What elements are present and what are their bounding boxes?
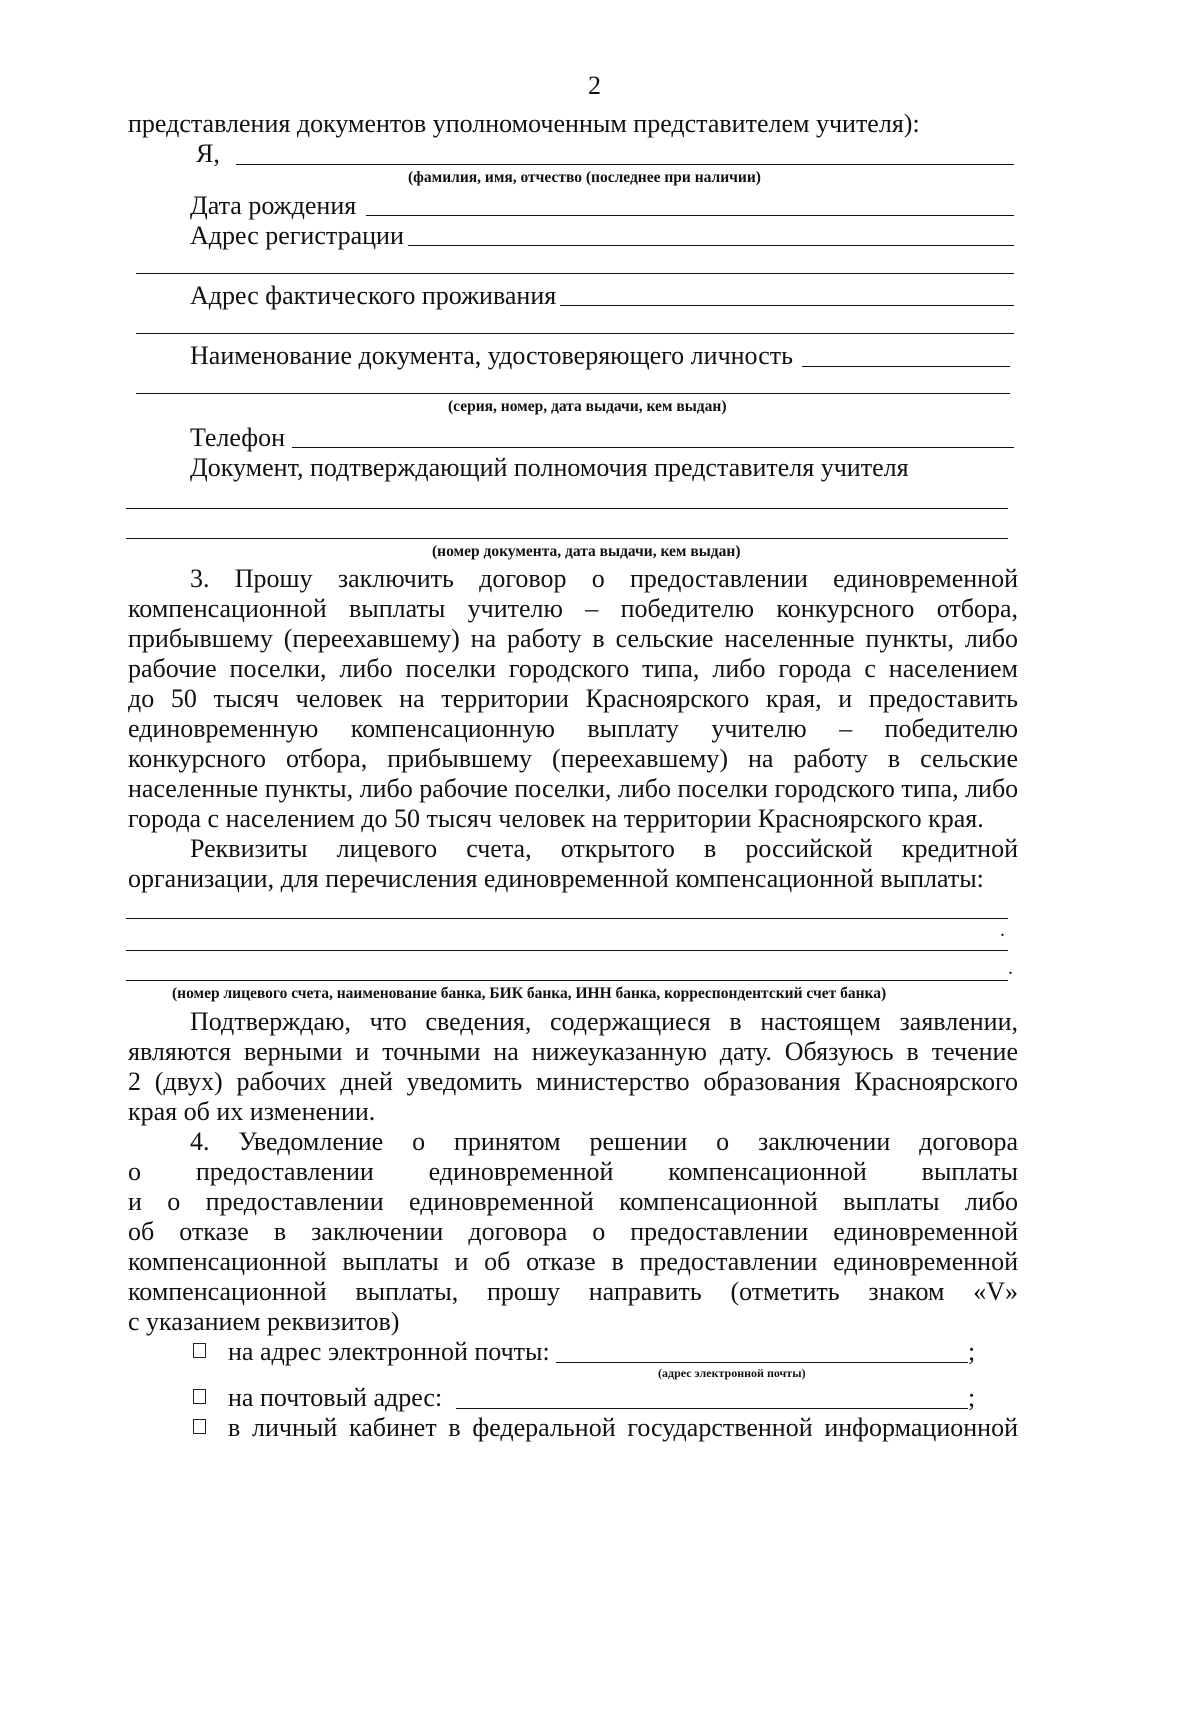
bank-caption: (номер лицевого счета, наименование банка, БИК банка, ИНН банка, корреспондентский счет банка) (172, 985, 887, 1002)
email-option-end: ; (968, 1337, 976, 1366)
cabinet-option-label: в личный кабинет в федеральной государственной информационной (228, 1413, 1018, 1442)
bank-field-line[interactable] (126, 918, 1008, 919)
section3-line: компенсационной выплаты учителю – победителю конкурсного отбора, (128, 594, 1018, 623)
reg-field-line[interactable] (408, 245, 1014, 246)
intro-line: представления документов уполномоченным представителем учителя): (128, 109, 920, 138)
id-document-label: Наименование документа, удостоверяющего личность (190, 341, 793, 370)
actual-address-field-line-2[interactable] (136, 333, 1014, 334)
reg-field-line-2[interactable] (136, 273, 1014, 274)
section3-line: рабочие поселки, либо поселки городского типа, либо города с населением (128, 654, 1018, 683)
section3-line: единовременную компенсационную выплату учителю – победителю (128, 714, 1018, 743)
bank-line-dot: . (1000, 919, 1005, 941)
i-label: Я, (196, 139, 220, 168)
authority-label: Документ, подтверждающий полномочия представителя учителя (190, 453, 909, 482)
section3-line: 3. Прошу заключить договор о предоставлении единовременной (190, 564, 1018, 593)
authority-field-line[interactable] (126, 508, 1008, 509)
email-caption: (адрес электронной почты) (658, 1366, 806, 1380)
bank-line-dot: . (1008, 957, 1013, 979)
section4-line: компенсационной выплаты, прошу направить (отметить знаком «V» (128, 1277, 1018, 1306)
bank-details-line: организации, для перечисления единовременной компенсационной выплаты: (128, 864, 984, 893)
fio-caption: (фамилия, имя, отчество (последнее при наличии) (408, 169, 761, 186)
id-document-field-line-2[interactable] (136, 393, 1010, 394)
actual-address-label: Адрес фактического проживания (190, 281, 557, 310)
email-option-checkbox[interactable] (193, 1343, 206, 1358)
cabinet-option-checkbox[interactable] (193, 1419, 206, 1434)
actual-address-field-line[interactable] (560, 305, 1014, 306)
section4-line: и о предоставлении единовременной компенсационной выплаты либо (128, 1187, 1018, 1216)
confirm-line: 2 (двух) рабочих дней уведомить министерство образования Красноярского (128, 1067, 1018, 1096)
section3-line: конкурсного отбора, прибывшему (переехавшему) на работу в сельские (128, 744, 1018, 773)
section4-line: об отказе в заключении договора о предоставлении единовременной (128, 1217, 1018, 1246)
postal-option-label: на почтовый адрес: (228, 1383, 443, 1412)
section3-line: до 50 тысяч человек на территории Красноярского края, и предоставить (128, 684, 1018, 713)
section3-line: города с населением до 50 тысяч человек на территории Красноярского края. (128, 804, 984, 833)
authority-field-line-2[interactable] (126, 538, 1008, 539)
postal-option-end: ; (968, 1383, 976, 1412)
section3-line: населенные пункты, либо рабочие поселки, либо поселки городского типа, либо (128, 774, 1018, 803)
confirm-line: Подтверждаю, что сведения, содержащиеся в настоящем заявлении, (190, 1007, 1018, 1036)
confirm-line: края об их изменении. (128, 1097, 376, 1126)
section4-line: о предоставлении единовременной компенсационной выплаты (128, 1157, 1018, 1186)
phone-field-line[interactable] (292, 447, 1014, 448)
authority-caption: (номер документа, дата выдачи, кем выдан) (432, 543, 741, 560)
page-number: 2 (588, 71, 601, 100)
section4-line: с указанием реквизитов) (128, 1307, 400, 1336)
bank-field-line-3[interactable] (126, 980, 1008, 981)
postal-field-line[interactable] (456, 1408, 968, 1409)
email-option-label: на адрес электронной почты: (228, 1337, 550, 1366)
birth-field-line[interactable] (366, 215, 1014, 216)
email-field-line[interactable] (556, 1362, 968, 1363)
bank-field-line-2[interactable] (126, 950, 1008, 951)
phone-label: Телефон (190, 423, 286, 452)
id-document-caption: (серия, номер, дата выдачи, кем выдан) (448, 398, 727, 415)
section4-line: 4. Уведомление о принятом решении о заключении договора (190, 1127, 1018, 1156)
section3-line: прибывшему (переехавшему) на работу в сельские населенные пункты, либо (128, 624, 1018, 653)
confirm-line: являются верными и точными на нижеуказанную дату. Обязуюсь в течение (128, 1037, 1018, 1066)
reg-label: Адрес регистрации (190, 221, 404, 250)
postal-option-checkbox[interactable] (193, 1389, 206, 1404)
bank-details-line: Реквизиты лицевого счета, открытого в российской кредитной (190, 834, 1018, 863)
section4-line: компенсационной выплаты и об отказе в предоставлении единовременной (128, 1247, 1018, 1276)
birth-label: Дата рождения (190, 191, 357, 220)
id-document-field-line[interactable] (802, 366, 1010, 367)
fio-field-line[interactable] (236, 164, 1014, 165)
